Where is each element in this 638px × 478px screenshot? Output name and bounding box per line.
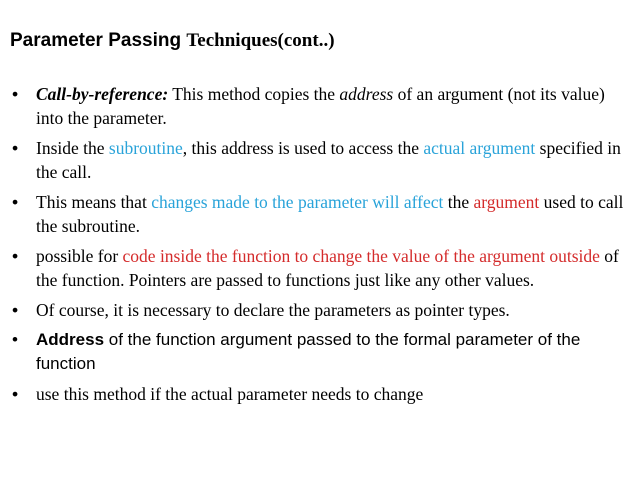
bullet-text: Inside the — [36, 138, 109, 158]
bullet-text: the — [443, 192, 474, 212]
bullet-text: specified in the call. — [36, 138, 621, 182]
title-part-sans: Parameter Passing — [10, 30, 187, 51]
bullet-marker: • — [12, 192, 19, 212]
highlight-code-inside-function: code inside the function to change the value of the argument outside — [122, 246, 600, 266]
slide-title — [10, 28, 335, 54]
bullet-text: , this address is used to access the — [182, 138, 424, 158]
bullet-pointer-types — [10, 298, 630, 322]
highlight-argument: argument — [473, 192, 540, 212]
highlight-subroutine: subroutine — [108, 138, 183, 158]
bullet-changes-affect — [10, 190, 630, 238]
bullet-marker: • — [12, 84, 19, 104]
bullet-use-this-method — [10, 382, 630, 406]
bullet-list — [10, 82, 630, 412]
bullet-marker: • — [12, 300, 19, 320]
term-address-italic: address — [339, 84, 394, 104]
term-call-by-reference: Call-by-reference: — [36, 84, 169, 104]
bullet-text: used to call the subroutine. — [36, 192, 624, 236]
bullet-marker: • — [12, 384, 19, 404]
bullet-text: of the function. Pointers are passed to functions just like any other values. — [36, 246, 619, 290]
bullet-possible-for-code — [10, 244, 630, 292]
bullet-text: This method copies the — [168, 84, 340, 104]
bullet-text: of an argument (not its value) into the parameter. — [36, 84, 605, 128]
highlight-actual-argument: actual argument — [423, 138, 536, 158]
bullet-address-passed — [10, 328, 630, 376]
bullet-text: possible for — [36, 246, 123, 266]
bullet-inside-subroutine — [10, 136, 630, 184]
term-address-bold: Address — [36, 330, 105, 349]
bullet-text: Of course, it is necessary to declare the parameters as pointer types. — [36, 300, 510, 320]
bullet-marker: • — [12, 138, 19, 158]
bullet-call-by-reference — [10, 82, 630, 130]
title-part-serif: Techniques(cont..) — [186, 30, 335, 51]
bullet-text: This means that — [36, 192, 152, 212]
bullet-text: use this method if the actual parameter needs to change — [36, 384, 424, 404]
bullet-text: of the function argument passed to the formal parameter of the function — [36, 330, 581, 373]
bullet-marker: • — [12, 246, 19, 266]
bullet-marker: • — [12, 330, 18, 349]
highlight-changes-affect: changes made to the parameter will affect — [151, 192, 444, 212]
